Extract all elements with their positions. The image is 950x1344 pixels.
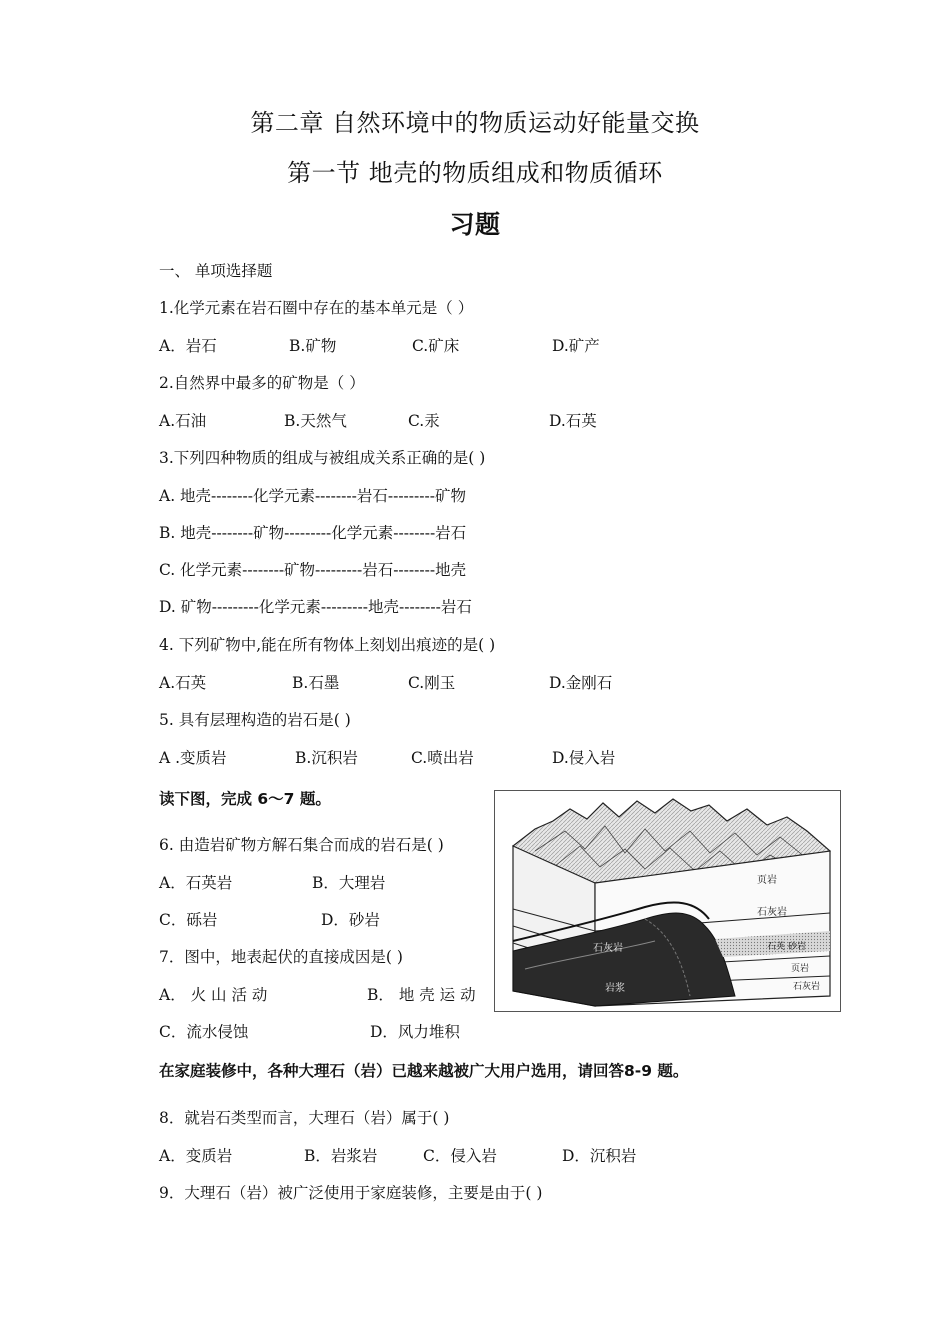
option: D．砂岩	[321, 911, 380, 929]
option: D.矿产	[552, 337, 600, 355]
question-8: 8．就岩石类型而言，大理石（岩）属于( )	[159, 1109, 450, 1127]
label-limestone-top: 石灰岩	[757, 907, 787, 918]
option: A.石英	[159, 674, 207, 692]
question-3-option-c: C. 化学元素--------矿物---------岩石--------地壳	[159, 561, 467, 579]
question-3-option-d: D. 矿物---------化学元素---------地壳--------岩石	[159, 598, 472, 616]
question-3-option-a: A. 地壳--------化学元素--------岩石---------矿物	[159, 487, 466, 505]
question-7: 7．图中，地表起伏的直接成因是( )	[159, 948, 403, 966]
option: A． 火 山 活 动	[159, 986, 268, 1004]
question-1: 1.化学元素在岩石圈中存在的基本单元是（ ）	[159, 299, 474, 317]
option: A.石油	[159, 412, 207, 430]
option: B.石墨	[292, 674, 340, 692]
question-2: 2.自然界中最多的矿物是（ ）	[159, 374, 365, 392]
option: C．侵入岩	[423, 1147, 497, 1165]
option: D．沉积岩	[562, 1147, 637, 1165]
question-6: 6. 由造岩矿物方解石集合而成的岩石是( )	[159, 836, 444, 854]
chapter-title: 第二章 自然环境中的物质运动好能量交换	[250, 109, 700, 137]
label-shale-bottom: 页岩	[791, 964, 810, 974]
label-limestone-bottom: 石灰岩	[793, 982, 821, 992]
question-4: 4. 下列矿物中,能在所有物体上刻划出痕迹的是( )	[159, 636, 496, 654]
option: B．大理岩	[312, 874, 386, 892]
label-shale-top: 页岩	[757, 875, 777, 886]
option: D.石英	[549, 412, 597, 430]
option: B.矿物	[289, 337, 337, 355]
option: C.矿床	[412, 337, 460, 355]
option: B.天然气	[284, 412, 347, 430]
option: A．岩石	[159, 337, 217, 355]
section-title: 第一节 地壳的物质组成和物质循环	[287, 159, 663, 187]
marble-instruction: 在家庭装修中，各种大理石（岩）已越来越被广大用户选用，请回答8-9 题。	[159, 1062, 689, 1080]
question-9: 9．大理石（岩）被广泛使用于家庭装修，主要是由于( )	[159, 1184, 543, 1202]
option: C.汞	[408, 412, 440, 430]
option: A．变质岩	[159, 1147, 233, 1165]
label-limestone-fold: 石灰岩	[593, 943, 623, 954]
rock-strata-diagram	[494, 790, 841, 1012]
question-3: 3.下列四种物质的组成与被组成关系正确的是( )	[159, 449, 486, 467]
question-5: 5. 具有层理构造的岩石是( )	[159, 711, 351, 729]
option: C.喷出岩	[411, 749, 474, 767]
option: C．流水侵蚀	[159, 1023, 249, 1041]
option: B． 地 壳 运 动	[367, 986, 476, 1004]
option: C．砾岩	[159, 911, 218, 929]
option: B.沉积岩	[295, 749, 358, 767]
option: A．石英岩	[159, 874, 233, 892]
option: D．风力堆积	[370, 1023, 460, 1041]
label-quartz-sandstone: 石英 砂岩	[767, 942, 806, 952]
option: D.金刚石	[549, 674, 613, 692]
strata-svg	[495, 791, 840, 1011]
option: C.刚玉	[408, 674, 456, 692]
option: A .变质岩	[159, 749, 227, 767]
question-3-option-b: B. 地壳--------矿物---------化学元素--------岩石	[159, 524, 467, 542]
exercises-title: 习题	[449, 210, 501, 239]
figure-instruction: 读下图，完成 6～7 题。	[159, 790, 331, 808]
label-magma: 岩浆	[605, 983, 625, 994]
option: D.侵入岩	[552, 749, 616, 767]
part-heading: 一、 单项选择题	[159, 262, 273, 280]
option: B．岩浆岩	[304, 1147, 378, 1165]
